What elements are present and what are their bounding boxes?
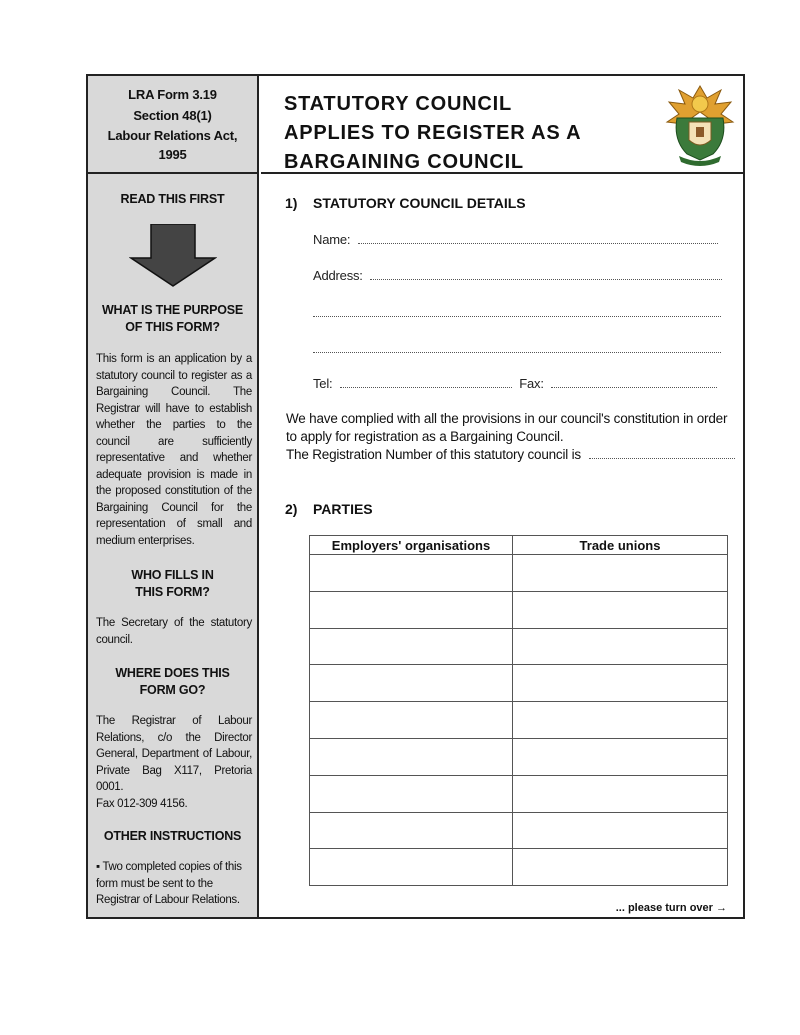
section-1-label: STATUTORY COUNCIL DETAILS bbox=[313, 195, 526, 211]
employer-cell[interactable] bbox=[310, 775, 513, 812]
main-content bbox=[261, 76, 743, 917]
employer-cell[interactable] bbox=[310, 555, 513, 592]
where-heading-line1: WHERE DOES THIS bbox=[115, 666, 230, 680]
section-2-number: 2) bbox=[285, 501, 298, 517]
act-line-2: 1995 bbox=[158, 147, 187, 162]
table-row bbox=[310, 849, 728, 886]
section-2-label: PARTIES bbox=[313, 501, 373, 517]
tel-input-line[interactable] bbox=[340, 378, 512, 388]
please-turn-over: ... please turn over → bbox=[615, 902, 727, 914]
address-line-2[interactable] bbox=[313, 305, 721, 320]
union-cell[interactable] bbox=[513, 849, 728, 886]
address-input-line-3[interactable] bbox=[313, 343, 721, 353]
employers-column-header: Employers' organisations bbox=[310, 536, 513, 555]
address-input-line-2[interactable] bbox=[313, 307, 721, 317]
table-row bbox=[310, 555, 728, 592]
trade-unions-column-header: Trade unions bbox=[513, 536, 728, 555]
table-row bbox=[310, 628, 728, 665]
read-first-heading: READ THIS FIRST bbox=[120, 192, 225, 206]
address-line-3[interactable] bbox=[313, 341, 721, 356]
union-cell[interactable] bbox=[513, 628, 728, 665]
other-heading: OTHER INSTRUCTIONS bbox=[103, 829, 242, 843]
title-line-2: APPLIES TO REGISTER AS A bbox=[284, 122, 582, 144]
union-cell[interactable] bbox=[513, 702, 728, 739]
form-frame bbox=[86, 74, 745, 919]
declaration-text: We have complied with all the provisions in our council's constitution in order to apply for registration as a Bargaining Council. bbox=[286, 411, 728, 444]
name-label: Name: bbox=[313, 232, 351, 247]
title-line-1: STATUTORY COUNCIL bbox=[284, 93, 513, 115]
coat-of-arms-icon bbox=[663, 82, 737, 166]
who-heading bbox=[88, 567, 257, 601]
tel-label: Tel: bbox=[313, 376, 333, 391]
address-input-line-1[interactable] bbox=[370, 270, 722, 280]
union-cell[interactable] bbox=[513, 591, 728, 628]
name-field[interactable] bbox=[313, 232, 718, 247]
table-row bbox=[310, 591, 728, 628]
form-title bbox=[284, 90, 581, 177]
employer-cell[interactable] bbox=[310, 849, 513, 886]
union-cell[interactable] bbox=[513, 775, 728, 812]
table-row bbox=[310, 665, 728, 702]
employer-cell[interactable] bbox=[310, 628, 513, 665]
purpose-text: This form is an application by a statutory council to register as a Bargaining Council. The Registrar will have to establish whether the parties to the council are sufficiently representative and whether adequate provision is made in the proposed constitution of the Bargaining Council for the representation of small and medium enterprises. bbox=[96, 353, 252, 547]
employer-cell[interactable] bbox=[310, 702, 513, 739]
form-number: LRA Form 3.19 bbox=[128, 87, 217, 102]
who-text: The Secretary of the statutory council. bbox=[96, 617, 252, 646]
address-field[interactable] bbox=[313, 268, 722, 283]
form-section: Section 48(1) bbox=[133, 108, 212, 123]
sidebar bbox=[88, 76, 259, 917]
where-text: The Registrar of Labour Relations, c/o the Director General, Department of Labour, Private Bag X117, Pretoria 0001. bbox=[96, 715, 252, 793]
fax-label: Fax: bbox=[519, 376, 544, 391]
table-header-row bbox=[310, 536, 728, 555]
title-line-3: BARGAINING COUNCIL bbox=[284, 151, 524, 173]
union-cell[interactable] bbox=[513, 665, 728, 702]
name-input-line[interactable] bbox=[358, 234, 718, 244]
tel-fax-field[interactable] bbox=[313, 376, 717, 391]
employer-cell[interactable] bbox=[310, 812, 513, 849]
table-row bbox=[310, 702, 728, 739]
union-cell[interactable] bbox=[513, 738, 728, 775]
who-heading-line1: WHO FILLS IN bbox=[131, 568, 214, 582]
employer-cell[interactable] bbox=[310, 591, 513, 628]
act-line-1: Labour Relations Act, bbox=[107, 128, 238, 143]
where-heading bbox=[88, 665, 257, 699]
table-row bbox=[310, 812, 728, 849]
registration-number-input[interactable] bbox=[589, 449, 735, 459]
parties-table bbox=[309, 535, 728, 886]
registration-number-label: The Registration Number of this statutory council is bbox=[286, 447, 581, 462]
form-header bbox=[261, 76, 743, 174]
purpose-heading bbox=[88, 302, 257, 336]
table-row bbox=[310, 738, 728, 775]
address-label: Address: bbox=[313, 268, 363, 283]
declaration-paragraph bbox=[286, 410, 731, 464]
union-cell[interactable] bbox=[513, 812, 728, 849]
down-arrow-icon bbox=[129, 224, 217, 288]
form-reference bbox=[88, 76, 257, 174]
section-1-number: 1) bbox=[285, 195, 298, 211]
employer-cell[interactable] bbox=[310, 665, 513, 702]
other-text: ▪ Two completed copies of this form must be sent to the Registrar of Labour Relations. bbox=[96, 861, 242, 906]
table-row bbox=[310, 775, 728, 812]
registration-number-line[interactable] bbox=[286, 446, 731, 464]
fax-text: Fax 012-309 4156. bbox=[96, 797, 188, 810]
employer-cell[interactable] bbox=[310, 738, 513, 775]
who-heading-line2: THIS FORM? bbox=[135, 585, 210, 599]
fax-input-line[interactable] bbox=[551, 378, 717, 388]
union-cell[interactable] bbox=[513, 555, 728, 592]
purpose-heading-line1: WHAT IS THE PURPOSE bbox=[101, 303, 244, 317]
purpose-heading-line2: OF THIS FORM? bbox=[125, 320, 220, 334]
where-heading-line2: FORM GO? bbox=[139, 683, 206, 697]
